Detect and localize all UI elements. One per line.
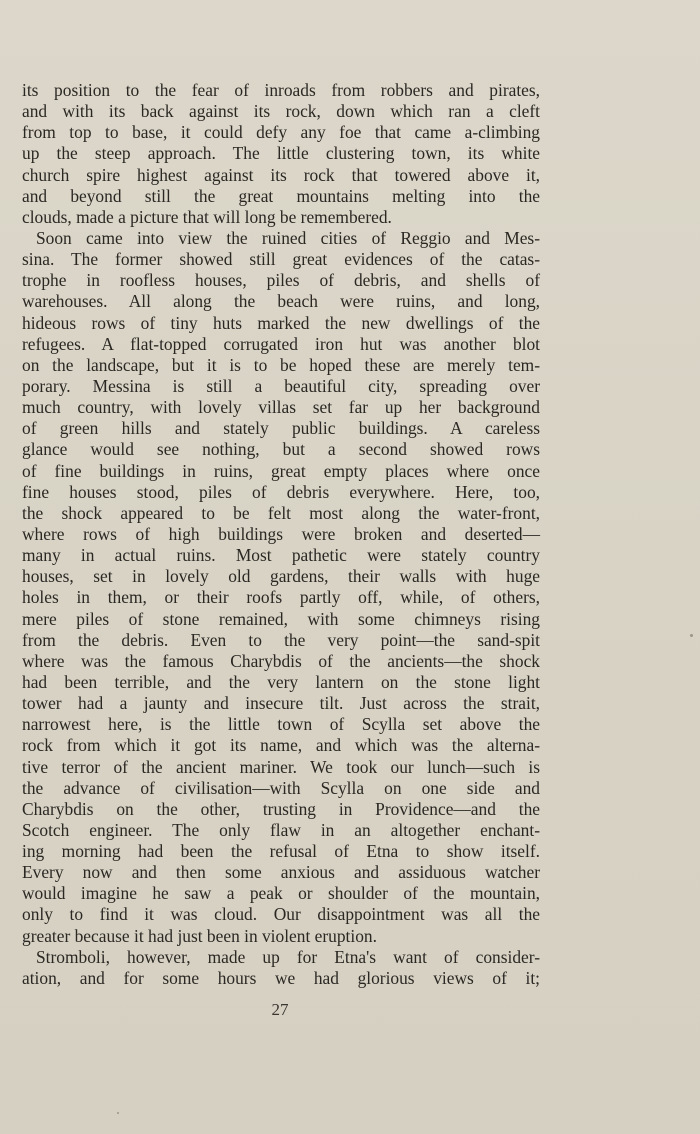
text-line: hideous rows of tiny huts marked the new dwellings of the xyxy=(22,312,540,333)
text-line: and beyond still the great mountains melting into the xyxy=(22,185,540,206)
paper-speck xyxy=(690,634,693,637)
body-text xyxy=(22,80,540,989)
text-line: ing morning had been the refusal of Etna to show itself. xyxy=(22,841,540,862)
text-line: had been terrible, and the very lantern on the stone light xyxy=(22,671,540,692)
text-line: of green hills and stately public buildings. A careless xyxy=(22,418,540,439)
text-line: Soon came into view the ruined cities of Reggio and Mes- xyxy=(36,227,540,248)
text-line: houses, set in lovely old gardens, their walls with huge xyxy=(22,566,540,587)
text-line: Scotch engineer. The only flaw in an altogether enchant- xyxy=(22,819,540,840)
text-line: tower had a jaunty and insecure tilt. Just across the strait, xyxy=(22,693,540,714)
text-line: narrowest here, is the little town of Scylla set above the xyxy=(22,714,540,735)
text-line: Stromboli, however, made up for Etna's want of consider- xyxy=(36,946,540,967)
text-line: holes in them, or their roofs partly off, while, of others, xyxy=(22,587,540,608)
paper-speck xyxy=(117,1112,119,1114)
paragraph xyxy=(22,80,540,228)
text-line: greater because it had just been in violent eruption. xyxy=(22,925,377,946)
text-line: only to find it was cloud. Our disappointment was all the xyxy=(22,904,540,925)
paragraph xyxy=(22,947,540,989)
paragraph xyxy=(22,228,540,947)
text-line: many in actual ruins. Most pathetic were stately country xyxy=(22,545,540,566)
text-line: clouds, made a picture that will long be remembered. xyxy=(22,206,392,227)
text-line: church spire highest against its rock that towered above it, xyxy=(22,164,540,185)
text-line: where rows of high buildings were broken and deserted— xyxy=(22,523,540,544)
text-line: where was the famous Charybdis of the ancients—the shock xyxy=(22,650,540,671)
page-number: 27 xyxy=(271,1000,289,1019)
text-line: tive terror of the ancient mariner. We took our lunch—such is xyxy=(22,756,540,777)
text-line: mere piles of stone remained, with some chimneys rising xyxy=(22,608,540,629)
text-line: the shock appeared to be felt most along the water-front, xyxy=(22,502,540,523)
text-line: from the debris. Even to the very point—the sand-spit xyxy=(22,629,540,650)
text-line: sina. The former showed still great evidences of the catas- xyxy=(22,249,540,270)
text-line: ation, and for some hours we had glorious views of it; xyxy=(22,967,540,988)
text-line: on the landscape, but it is to be hoped these are merely tem- xyxy=(22,354,540,375)
text-line: porary. Messina is still a beautiful city, spreading over xyxy=(22,375,540,396)
text-line: Every now and then some anxious and assiduous watcher xyxy=(22,862,540,883)
text-line: the advance of civilisation—with Scylla on one side and xyxy=(22,777,540,798)
text-line: trophe in roofless houses, piles of debris, and shells of xyxy=(22,270,540,291)
text-line: glance would see nothing, but a second showed rows xyxy=(22,439,540,460)
text-line: and with its back against its rock, down which ran a cleft xyxy=(22,101,540,122)
text-line: up the steep approach. The little clustering town, its white xyxy=(22,143,540,164)
text-line: of fine buildings in ruins, great empty places where once xyxy=(22,460,540,481)
text-line: rock from which it got its name, and which was the alterna- xyxy=(22,735,540,756)
text-line: would imagine he saw a peak or shoulder of the mountain, xyxy=(22,883,540,904)
text-line: Charybdis on the other, trusting in Providence—and the xyxy=(22,798,540,819)
text-line: from top to base, it could defy any foe that came a-climbing xyxy=(22,122,540,143)
text-line: much country, with lovely villas set far up her background xyxy=(22,397,540,418)
text-line: refugees. A flat-topped corrugated iron hut was another blot xyxy=(22,333,540,354)
text-line: its position to the fear of inroads from robbers and pirates, xyxy=(22,80,540,100)
text-line: fine houses stood, piles of debris everywhere. Here, too, xyxy=(22,481,540,502)
text-line: warehouses. All along the beach were ruins, and long, xyxy=(22,291,540,312)
